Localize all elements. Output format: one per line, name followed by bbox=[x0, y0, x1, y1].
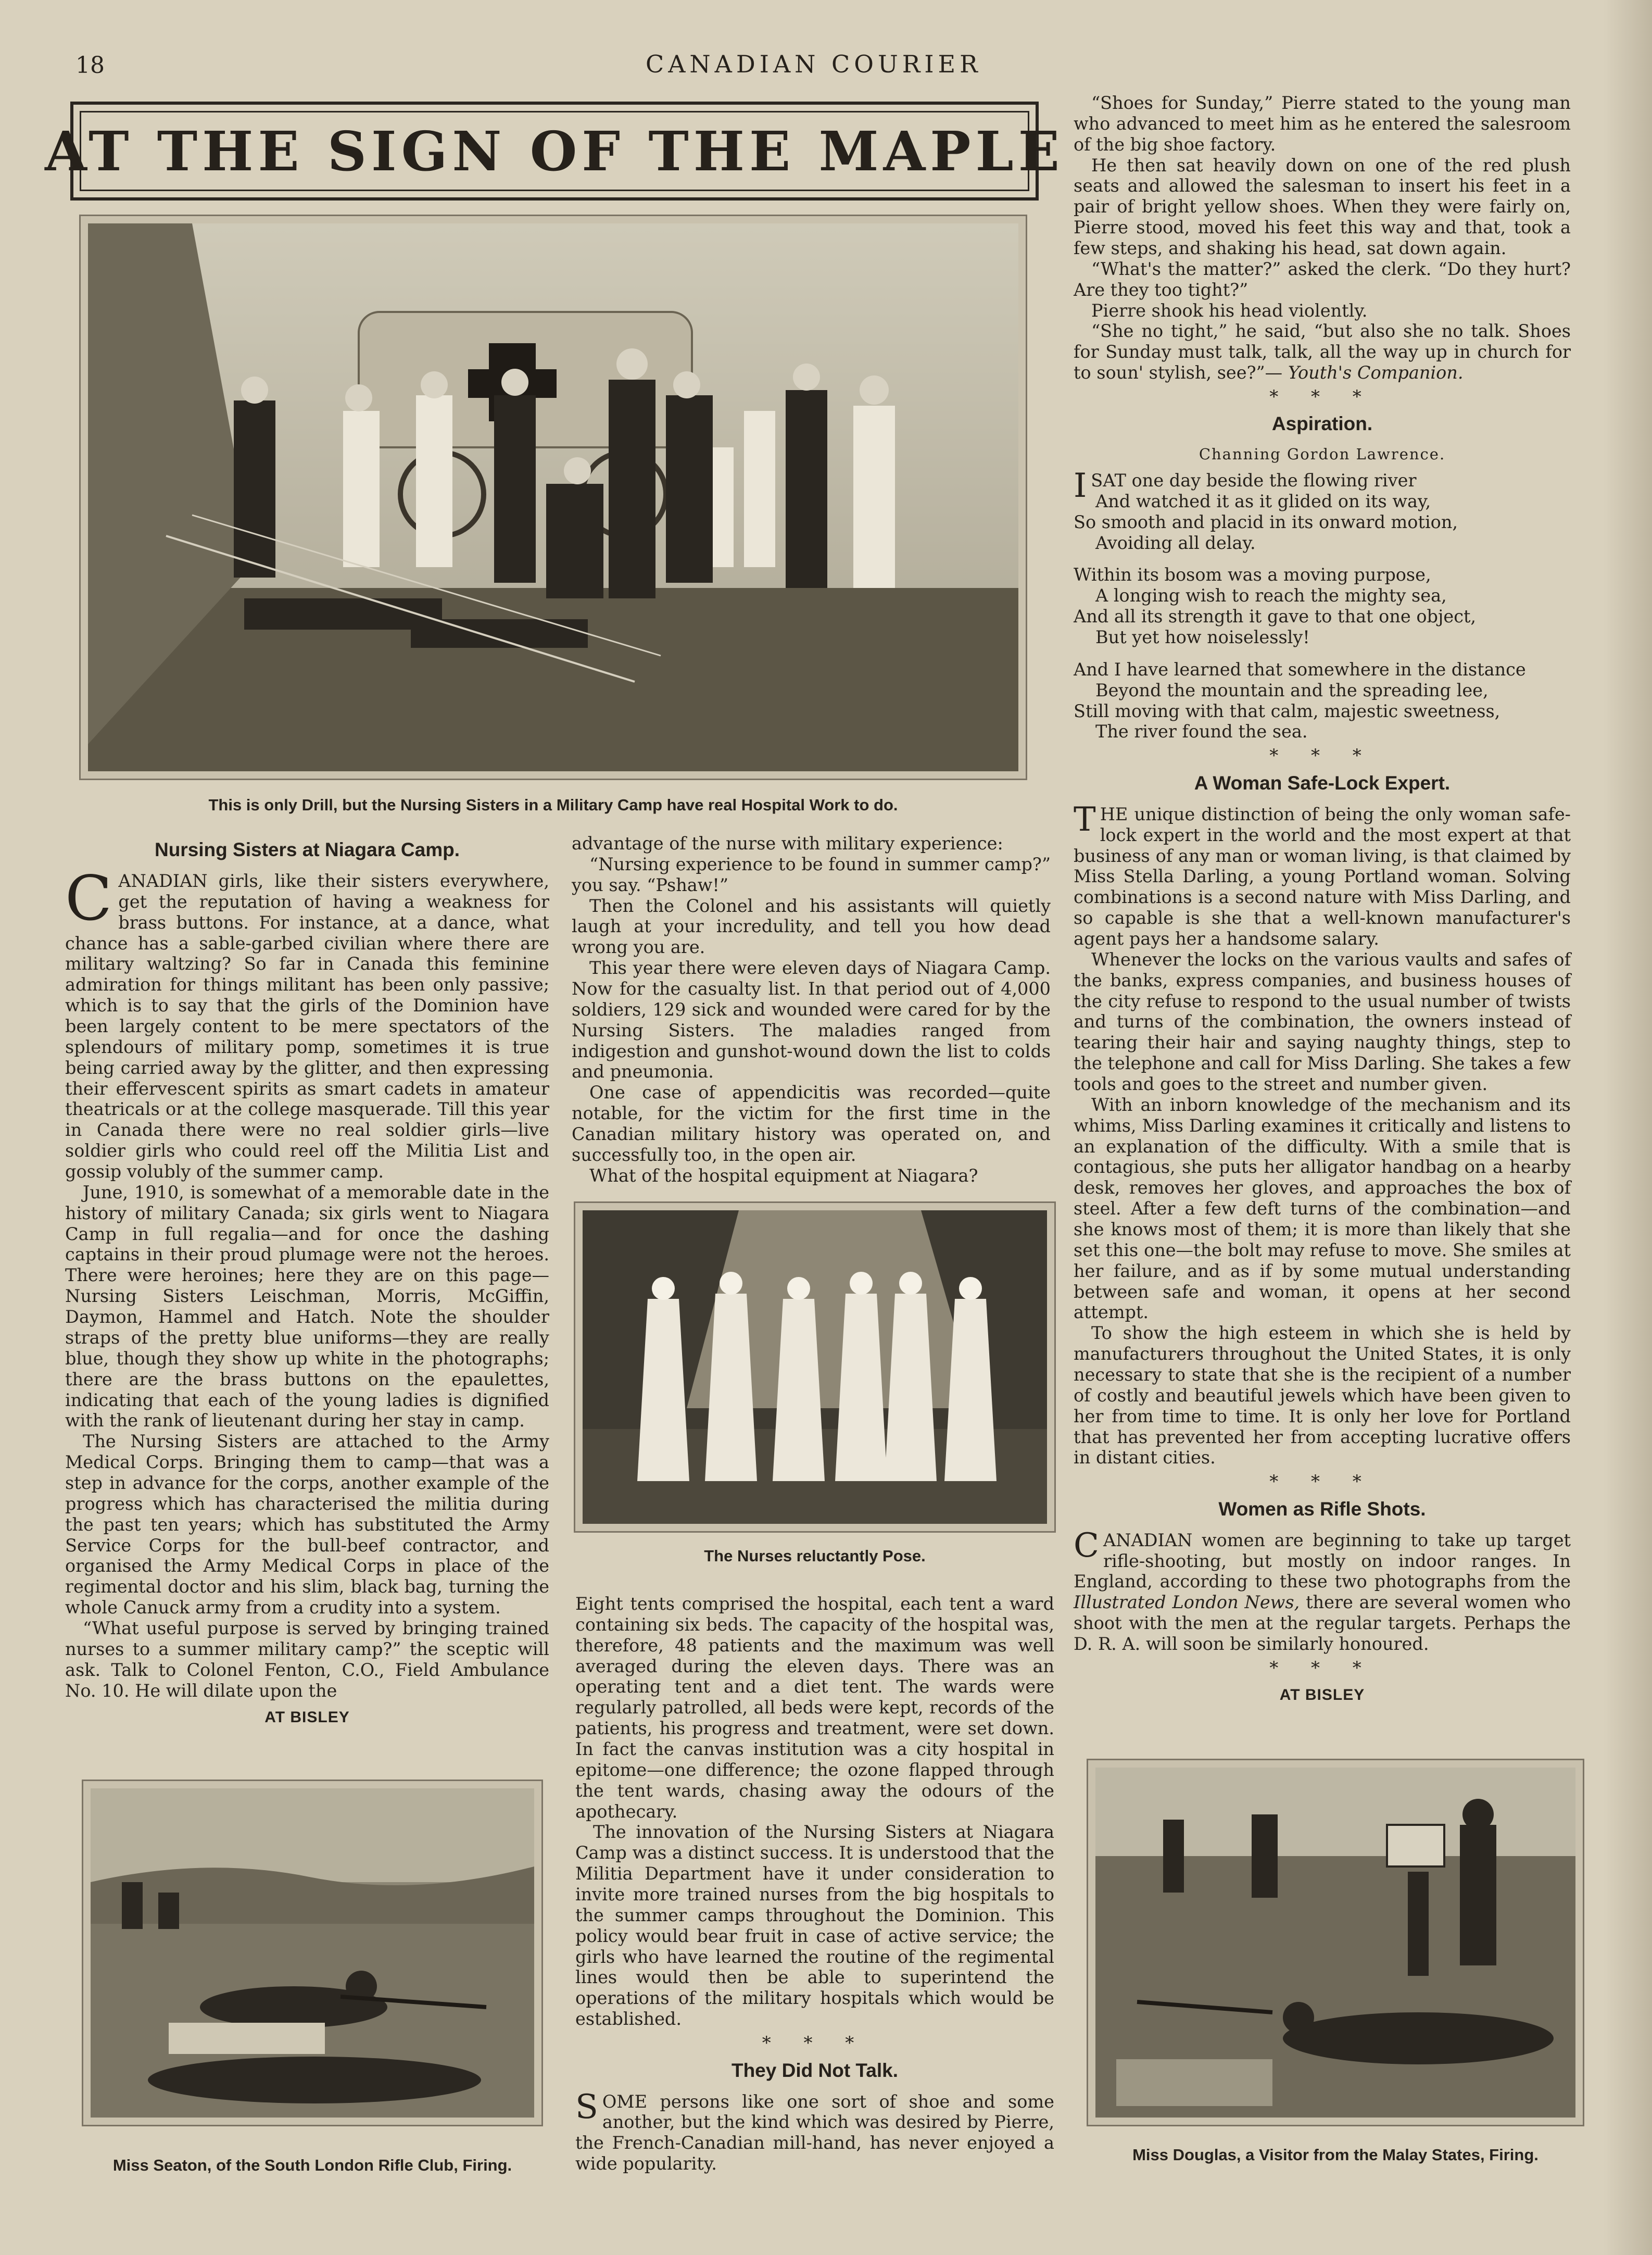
talk-stars: * * * bbox=[762, 2033, 868, 2054]
page-number: 18 bbox=[75, 52, 105, 79]
safelock-para-4: To show the high esteem in which she is held by manufacturers throughout the United States, it is only necessary to state that she is the recipient of a number of costly and beautiful jewels which have been given to her from time to time. It is only her love for Portland that has prevented her from accepting lucrative offers in distant cities. bbox=[1074, 1323, 1571, 1468]
poem-line-8: But yet how noiselessly! bbox=[1095, 627, 1310, 648]
rifle-source: Illustrated London News, bbox=[1074, 1592, 1300, 1613]
talk-para-6-text: “She no tight,” he said, “but also she no talk. Shoes for Sunday must talk, talk, all the way up in church for to soun' stylish, see?”— bbox=[1074, 321, 1571, 383]
talk-dropcap: S bbox=[575, 2087, 598, 2126]
nursing-para-3: The Nursing Sisters are attached to the Army Medical Corps. Bringing them to camp—that was a step in advance for the corps, another example of the progress which has characterised the militia during the past ten years; which has substituted the Army Service Corps for the bull-beef contractor, and organised the Army Medical Corps in place of the regimental doctor and his slim, black bag, turning the whole Canuck army from a crudity into a system. bbox=[65, 1431, 549, 1618]
nurses-group-photo-icon bbox=[583, 1210, 1047, 1524]
rifle-heading: Women as Rifle Shots. bbox=[1218, 1498, 1426, 1520]
at-bisley-label-right: AT BISLEY bbox=[1279, 1686, 1365, 1704]
rifle-dropcap: C bbox=[1074, 1526, 1099, 1565]
aspiration-author: Channing Gordon Lawrence. bbox=[1199, 445, 1446, 463]
poem-dropcap: I bbox=[1074, 467, 1087, 505]
rifle-para-1-text-b: there are several women who shoot with the men at the regular targets. Perhaps the D. R. A. will soon be similarly honoured. bbox=[1074, 1592, 1571, 1655]
seaton-photo-caption: Miss Seaton, of the South London Rifle Club, Firing. bbox=[112, 2156, 512, 2174]
nursing-para-12: The innovation of the Nursing Sisters at Niagara Camp was a distinct success. It is understood that the Militia Department have it under consideration to invite more trained nurses from the big hospitals to the summer camps throughout the Dominion. This policy would bear fruit in case of active service; the girls who have learned the routine of the regimental lines would then be able to superintend the operations of the military hospitals which would be established. bbox=[575, 1822, 1054, 2030]
aspiration-stars: * * * bbox=[1269, 386, 1375, 408]
nursing-para-7: Then the Colonel and his assistants will quietly laugh at your incredulity, and tell you how dead wrong you are. bbox=[572, 895, 1051, 958]
talk-para-2: “Shoes for Sunday,” Pierre stated to the young man who advanced to meet him as he entered the salesroom of the big shoe factory. bbox=[1074, 93, 1571, 155]
rifle-stars-2: * * * bbox=[1269, 1657, 1375, 1678]
poem-line-7: And all its strength it gave to that one object, bbox=[1074, 606, 1477, 627]
nursing-para-2: June, 1910, is somewhat of a memorable date in the history of military Canada; six girls went to Niagara Camp in full regalia—and for once the dashing captains in their proud plumage were not the heroes. There were heroines; here they are on this page—Nursing Sisters Leischman, Morris, McGiffin, Daymon, Hammel and Hatch. Note the shoulder straps of the pretty blue uniforms—they are really blue, though they show up white in the photographs; there are the brass buttons on the epaulettes, indicating that each of the young ladies is dignified with the rank of lieutenant during her stay in camp. bbox=[65, 1182, 549, 1431]
masthead-frame bbox=[45, 102, 1064, 201]
nursing-heading: Nursing Sisters at Niagara Camp. bbox=[154, 839, 460, 860]
safelock-stars: * * * bbox=[1269, 745, 1375, 767]
talk-para-1-text: OME persons like one sort of shoe and some another, but the kind which was desired by Pierre, the French-Canadian mill-hand, has never enjoyed a wide popularity. bbox=[575, 2091, 1054, 2174]
aspiration-poem bbox=[1074, 467, 1571, 742]
page-edge-shadow bbox=[1604, 0, 1652, 2255]
running-title: CANADIAN COURIER bbox=[646, 50, 982, 78]
talk-heading: They Did Not Talk. bbox=[731, 2059, 898, 2081]
talk-para-6 bbox=[1074, 321, 1571, 383]
douglas-photo-caption: Miss Douglas, a Visitor from the Malay States, Firing. bbox=[1132, 2146, 1538, 2164]
column-1 bbox=[65, 833, 549, 1734]
rifle-para-1-text-a: ANADIAN women are beginning to take up target rifle-shooting, but mostly on indoor ranges. In England, according to these two photographs from the bbox=[1074, 1530, 1571, 1592]
nursing-para-5: advantage of the nurse with military experience: bbox=[572, 833, 1003, 854]
at-bisley-label-left: AT BISLEY bbox=[264, 1709, 350, 1726]
column-3 bbox=[1074, 93, 1571, 1712]
poem-line-3: So smooth and placid in its onward motion, bbox=[1074, 511, 1458, 532]
poem-line-9: And I have learned that somewhere in the distance bbox=[1074, 659, 1526, 680]
rifle-para-1 bbox=[1074, 1526, 1571, 1655]
masthead-inner-frame bbox=[45, 111, 1064, 191]
poem-line-1-text: SAT one day beside the flowing river bbox=[1091, 470, 1417, 491]
nursing-para-1-text: ANADIAN girls, like their sisters everywhere, get the reputation of having a weakness for brass buttons. For instance, at a dance, what chance has a sable-garbed civilian where there are military waltzing? So far in Canada this feminine admiration for things militant has been only passive; which is to say that the girls of the Dominion have been largely content to be mere spectators of the splendours of military pomp, sometimes it is true being carried away by the glitter, and then expressing their effervescent spirits as smart cadets in amateur theatricals or at the college masquerade. Till this year in Canada there were no real soldier girls—live soldier girls who could reel off the Militia List and gossip volubly of the summer camp. bbox=[65, 871, 549, 1182]
douglas-photo bbox=[1088, 1760, 1583, 2125]
poem-line-12: The river found the sea. bbox=[1095, 721, 1308, 742]
aspiration-heading: Aspiration. bbox=[1271, 413, 1373, 435]
main-photo-caption: This is only Drill, but the Nursing Sisters in a Military Camp have real Hospital Work to do. bbox=[208, 796, 898, 814]
nursing-para-4: “What useful purpose is served by bringing trained nurses to a summer military camp?” the sceptic will ask. Talk to Colonel Fenton, C.O., Field Ambulance No. 10. He will dilate upon the bbox=[65, 1618, 549, 1701]
rifle-range-photo-icon bbox=[1095, 1768, 1575, 2118]
nursing-dropcap: C bbox=[65, 862, 112, 935]
safelock-para-1 bbox=[1074, 800, 1571, 949]
rifle-prone-photo-icon bbox=[91, 1788, 534, 2118]
masthead-title: AT THE SIGN OF THE MAPLE bbox=[45, 119, 1064, 183]
talk-para-4: “What's the matter?” asked the clerk. “Do they hurt? Are they too tight?” bbox=[1074, 258, 1571, 300]
poem-line-10: Beyond the mountain and the spreading lee, bbox=[1095, 680, 1489, 700]
safelock-para-1-text: HE unique distinction of being the only woman safe-lock expert in the world and the most expert at that business of any man or woman living, is that claimed by Miss Stella Darling, a young Portland woman. Solving combinations is a second nature with Miss Darling, and so capable is she that a well-known manufacturer's agent pays her a handsome salary. bbox=[1074, 804, 1571, 949]
poem-line-11: Still moving with that calm, majestic sweetness, bbox=[1074, 700, 1500, 721]
field-hospital-photo-icon bbox=[88, 223, 1018, 771]
safelock-dropcap: T bbox=[1074, 800, 1096, 839]
nurses-photo bbox=[575, 1203, 1054, 1531]
seaton-photo bbox=[83, 1781, 541, 2125]
column-2-top bbox=[572, 833, 1051, 1186]
nurses-photo-caption: The Nurses reluctantly Pose. bbox=[704, 1547, 926, 1565]
nursing-para-8: This year there were eleven days of Niagara Camp. Now for the casualty list. In that period out of 4,000 soldiers, 129 sick and wounded were cared for by the Nursing Sisters. The maladies ranged from indigestion and gunshot-wound down the list to colds and pneumonia. bbox=[572, 958, 1051, 1082]
safelock-heading: A Woman Safe-Lock Expert. bbox=[1194, 772, 1451, 794]
talk-source: Youth's Companion. bbox=[1288, 362, 1464, 383]
nursing-para-11: Eight tents comprised the hospital, each tent a ward containing six beds. The capacity of the hospital was, therefore, 48 patients and the maximum was well averaged during the eleven days. There was an operating tent and a diet tent. The wards were regularly patrolled, all beds were kept, records of the patients, his progress and treatment, were set down. In fact the canvas institution was a city hospital in epitome—one difference; the ozone flapped through the tent wards, chasing away the odours of the apothecary. bbox=[575, 1594, 1054, 1822]
talk-para-3: He then sat heavily down on one of the red plush seats and allowed the salesman to insert his feet in a pair of bright yellow shoes. When they were fairly on, Pierre stood, moved his feet this way and that, took a few steps, and shaking his head, sat down again. bbox=[1074, 155, 1571, 259]
nursing-para-1 bbox=[65, 862, 549, 1182]
main-photo bbox=[81, 216, 1026, 779]
poem-line-4: Avoiding all delay. bbox=[1095, 532, 1256, 553]
safelock-para-2: Whenever the locks on the various vaults and safes of the banks, express companies, and business houses of the city refuse to respond to the usual number of twists and turns of the combination, the owners instead of tearing their hair and saying naughty things, step to the telephone and call for Miss Darling. She takes a few tools and goes to the street and number given. bbox=[1074, 949, 1571, 1094]
safelock-para-3: With an inborn knowledge of the mechanism and its whims, Miss Darling examines it critically and listens to an explanation of the difficulty. With a smile that is contagious, she puts her alligator handbag on a hearby desk, removes her gloves, and approaches the box of steel. After a few deft turns of the combination—and she knows most of them; it is more than likely that she set this one—the bolt may refuse to move. She smiles at her failure, and as if by some mutual understanding between safe and woman, it opens at her second attempt. bbox=[1074, 1094, 1571, 1323]
rifle-stars: * * * bbox=[1269, 1471, 1375, 1493]
nursing-para-6: “Nursing experience to be found in summer camp?” you say. “Pshaw!” bbox=[572, 854, 1051, 895]
poem-line-5: Within its bosom was a moving purpose, bbox=[1074, 565, 1431, 585]
nursing-para-9: One case of appendicitis was recorded—quite notable, for the victim for the first time in the Canadian military history was operated on, and successfully too, in the open air. bbox=[572, 1082, 1051, 1165]
column-2-bottom bbox=[575, 1594, 1054, 2174]
talk-para-1 bbox=[575, 2087, 1054, 2174]
poem-line-6: A longing wish to reach the mighty sea, bbox=[1095, 585, 1447, 606]
talk-para-5: Pierre shook his head violently. bbox=[1091, 300, 1368, 321]
nursing-para-10: What of the hospital equipment at Niagara? bbox=[589, 1165, 978, 1186]
poem-line-2: And watched it as it glided on its way, bbox=[1095, 491, 1431, 511]
